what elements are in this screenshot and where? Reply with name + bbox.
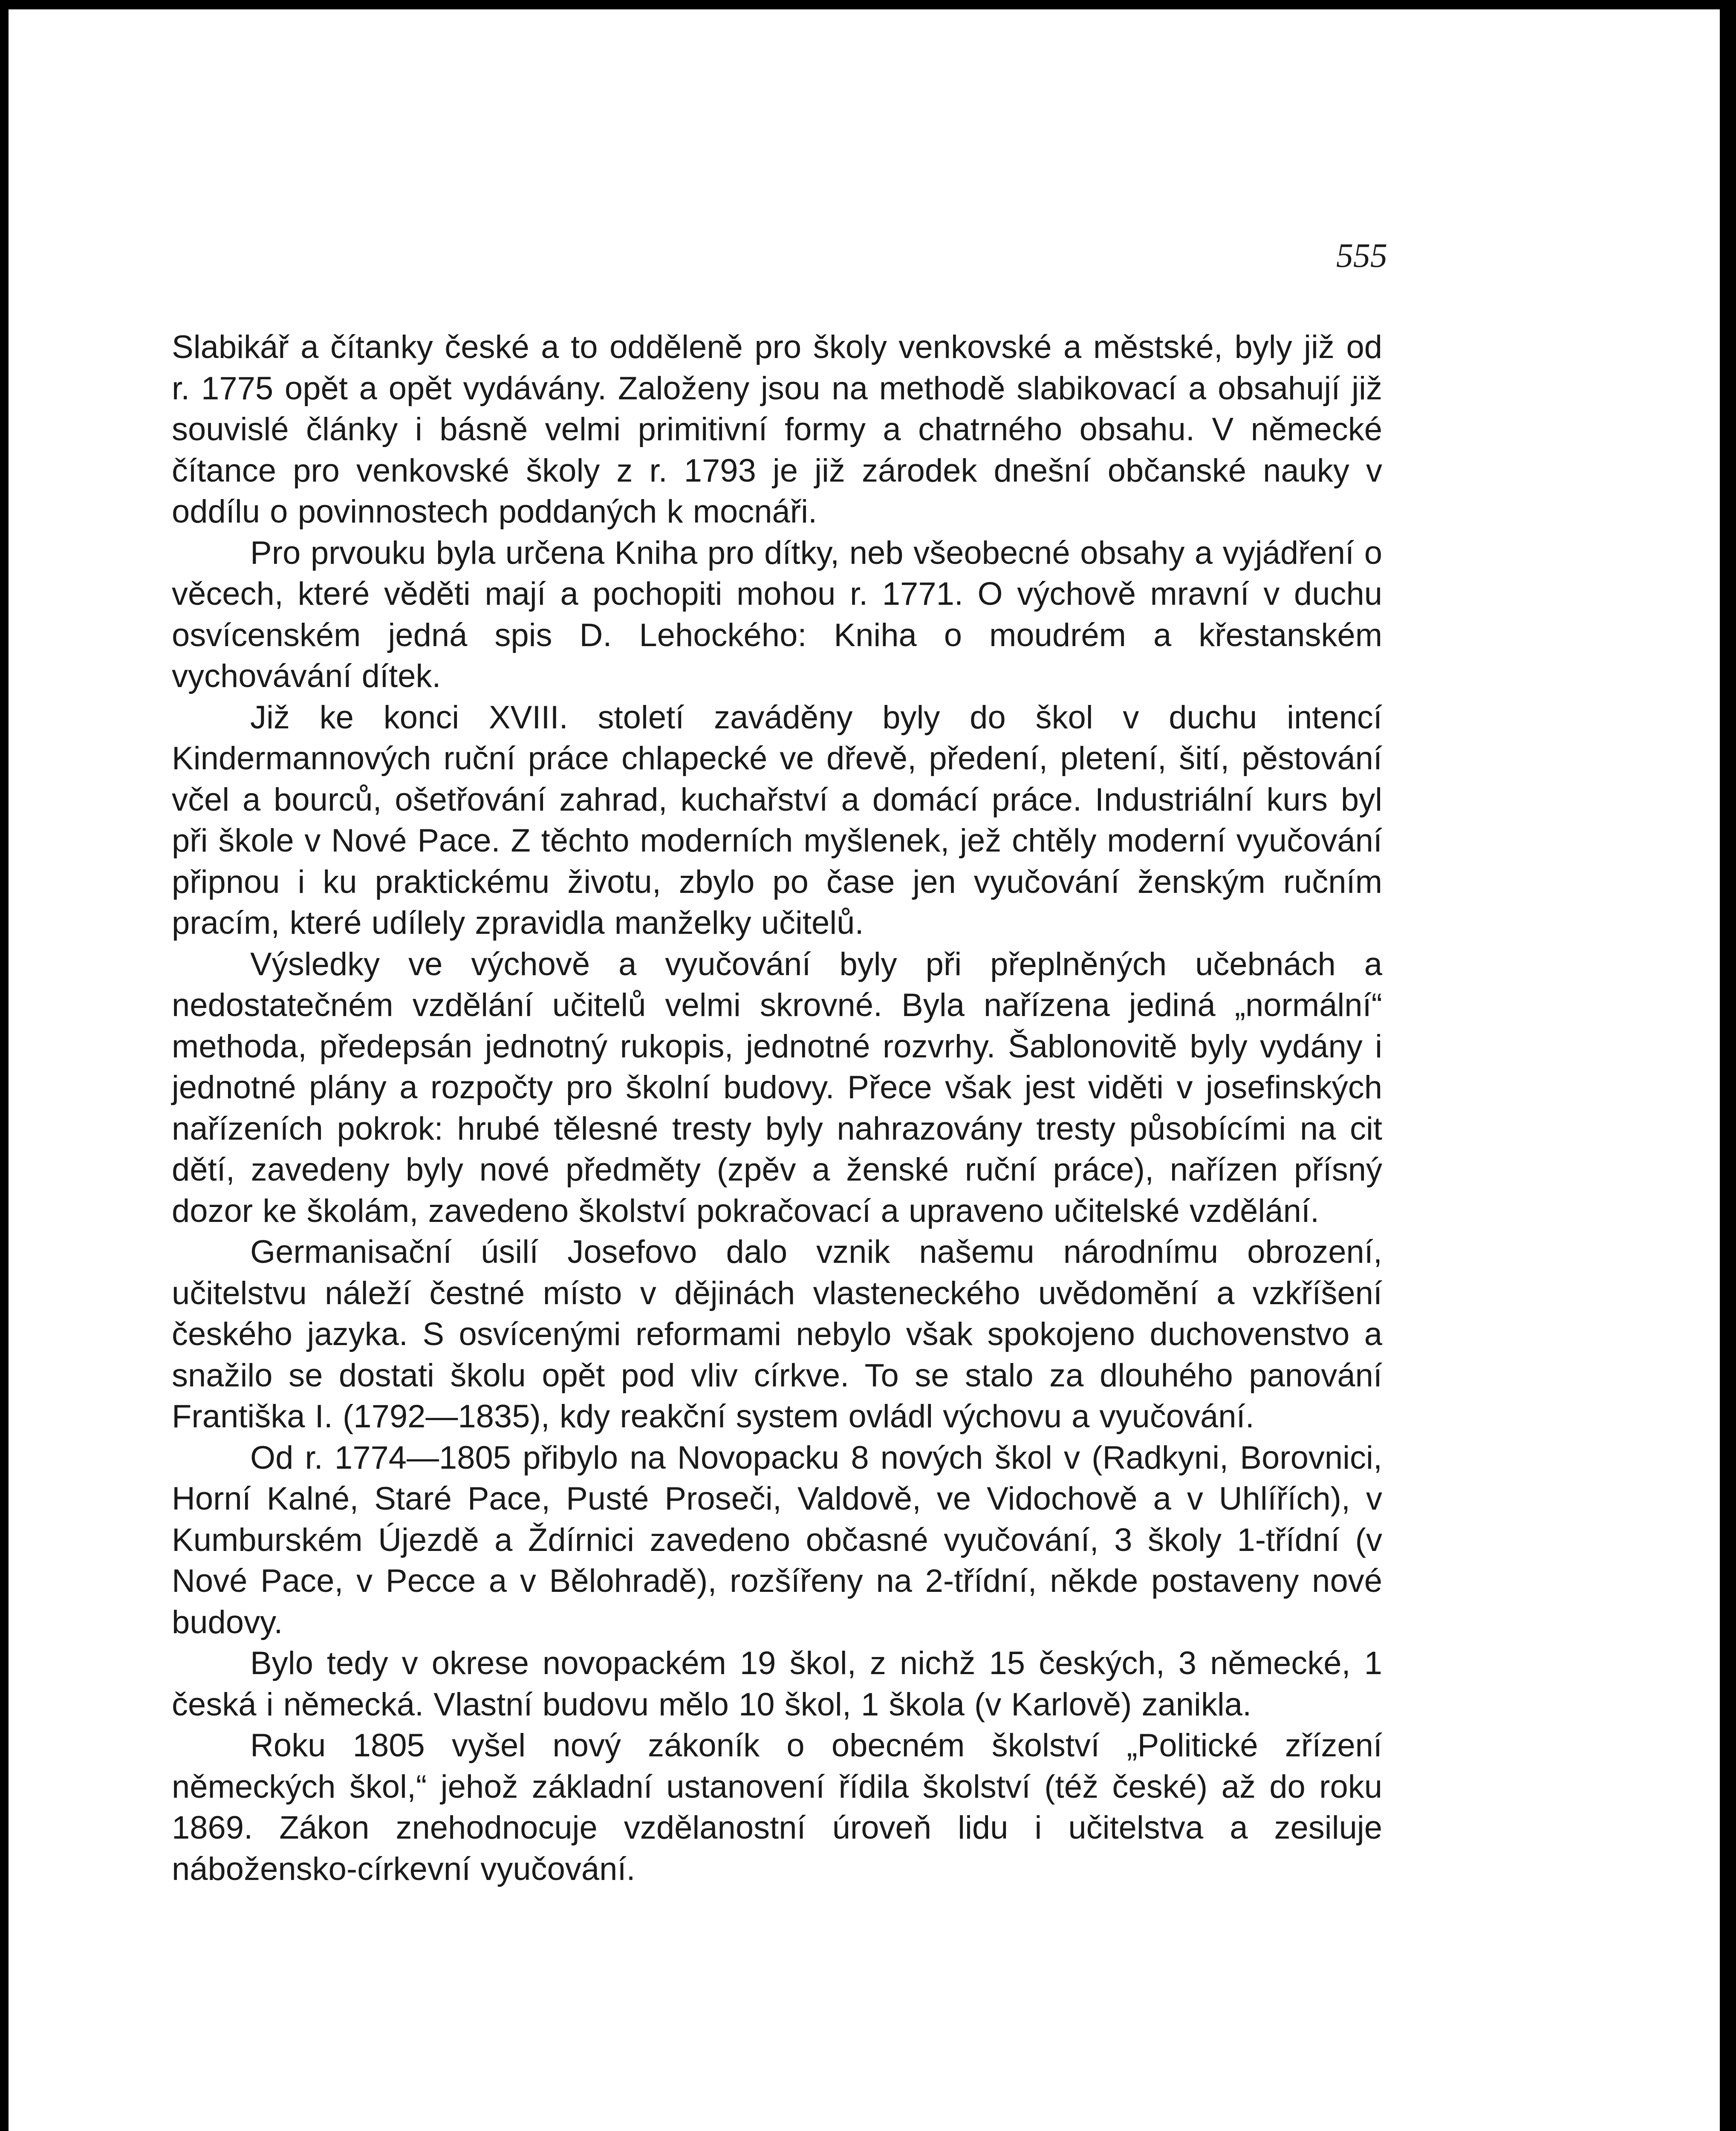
paragraph-germanisation: Germanisační úsilí Josefovo dalo vznik našemu národnímu obrození, učitelstvu náleží čestné místo v dějinách vlasteneckého uvědomění a vzkříšení českého jazyka. S osvícenými reformami nebylo však spokojeno duchovenstvo a snažilo se dostati školu opět pod vliv církve. To se stalo za dlouhého panování Františka I. (1792—1835), kdy reakční system ovládl výchovu a vyučování. <box>172 1234 1382 1435</box>
text-body <box>172 327 1382 1890</box>
paragraph-results: Výsledky ve výchově a vyučování byly při přeplněných učebnách a nedostatečném vzdělání učitelů velmi skrovné. Byla nařízena jediná „normální“ methoda, předepsán jednotný rukopis, jednotné rozvrhy. Šablonovitě byly vydány i jednotné plány a rozpočty pro školní budovy. Přece však jest viděti v josefinských nařízeních pokrok: hrubé tělesné tresty byly nahrazovány tresty působícími na cit dětí, zavedeny byly nové předměty (zpěv a ženské ruční práce), nařízen přísný dozor ke školám, zavedeno školství pokračovací a upraveno učitelské vzdělání. <box>172 946 1382 1229</box>
book-page <box>9 9 1720 2131</box>
paragraph-prvouka: Pro prvouku byla určena Kniha pro dítky, neb všeobecné obsahy a vyjádření o věcech, které věděti mají a pochopiti mohou r. 1771. O výchově mravní v duchu osvícenském jedná spis D. Lehockého: Kniha o moudrém a křestanském vychovávání dítek. <box>172 534 1382 694</box>
paragraph-school-count: Bylo tedy v okrese novopackém 19 škol, z nichž 15 českých, 3 německé, 1 česká i německá. Vlastní budovu mělo 10 škol, 1 škola (v Karlově) zanikla. <box>172 1645 1382 1723</box>
page-number: 555 <box>1336 237 1387 274</box>
paragraph-new-schools: Od r. 1774—1805 přibylo na Novopacku 8 nových škol v (Radkyni, Borovnici, Horní Kalné, Staré Pace, Pusté Proseči, Valdově, ve Vidochově a v Uhlířích), v Kumburském Újezdě a Ždírnici zavedeno občasné vyučování, 3 školy 1-třídní (v Nové Pace, v Pecce a v Bělohradě), rozšířeny na 2-třídní, někde postaveny nové budovy. <box>172 1439 1382 1640</box>
paragraph-law-1805: Roku 1805 vyšel nový zákoník o obecném školství „Politické zřízení německých škol,“ jehož základní ustanovení řídila školství (též české) až do roku 1869. Zákon znehodnocuje vzdělanostní úroveň lidu i učitelstva a zesiluje nábožensko-církevní vyučování. <box>172 1727 1382 1887</box>
paragraph-primers-readers: Slabikář a čítanky české a to odděleně pro školy venkovské a městské, byly již od r. 1775 opět a opět vydávány. Založeny jsou na methodě slabikovací a obsahují již souvislé články i básně velmi primitivní formy a chatrného obsahu. V německé čítance pro venkovské školy z r. 1793 je již zárodek dnešní občanské nauky v oddílu o povinnostech poddaných k mocnáři. <box>172 329 1382 530</box>
paragraph-handicrafts: Již ke konci XVIII. století zaváděny byly do škol v duchu intencí Kindermannových ruční práce chlapecké ve dřevě, předení, pletení, šití, pěstování včel a bourců, ošetřování zahrad, kuchařství a domácí práce. Industriální kurs byl při škole v Nové Pace. Z těchto moderních myšlenek, jež chtěly moderní vyučování připnou i ku praktickému životu, zbylo po čase jen vyučování ženským ručním pracím, které udílely zpravidla manželky učitelů. <box>172 699 1382 941</box>
